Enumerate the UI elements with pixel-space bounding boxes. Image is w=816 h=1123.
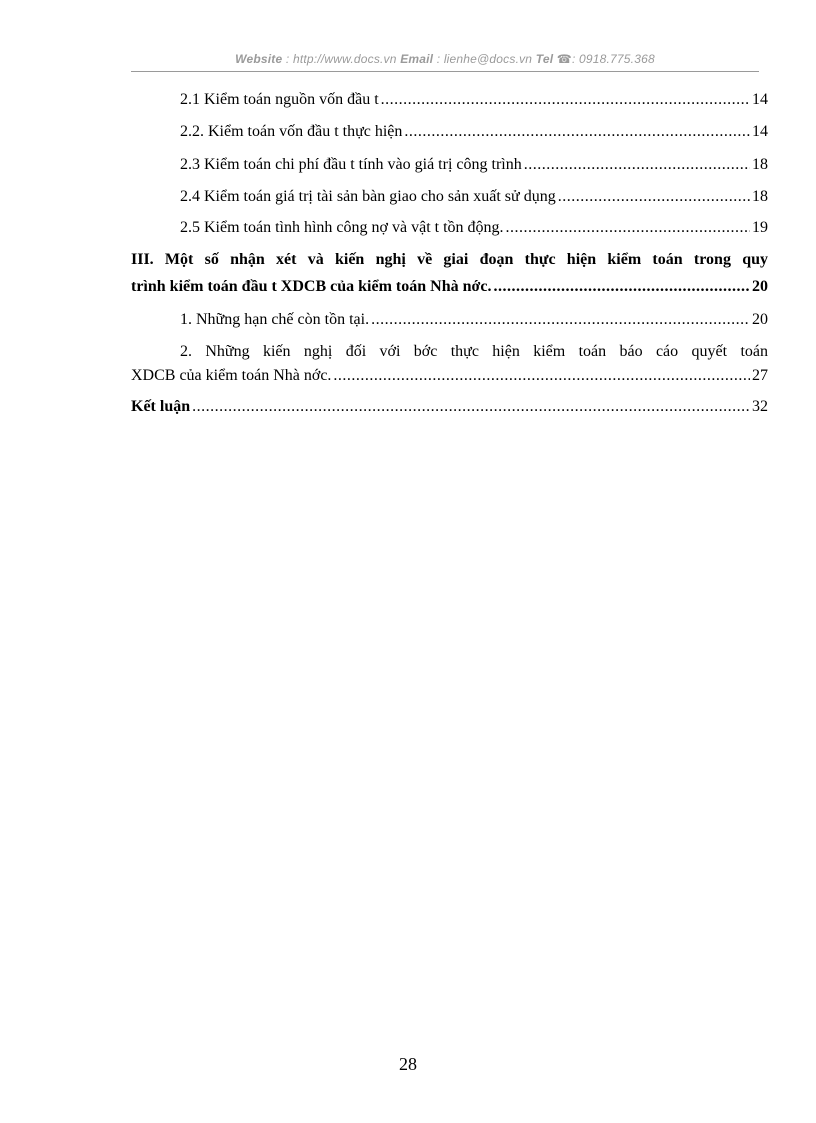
toc-entry-3-2[interactable] [131, 366, 768, 386]
toc-leader-dots [558, 187, 750, 207]
toc-entry-page: 14 [752, 91, 768, 108]
toc-entry-label: 2.2. Kiểm toán vốn đầu t thực hiện [180, 123, 403, 140]
toc-entry-page: 27 [752, 367, 768, 384]
toc-entry-2-2[interactable] [131, 122, 768, 142]
toc-entry-page: 19 [752, 219, 768, 236]
toc-entry-2-4[interactable] [131, 187, 768, 207]
toc-entry-page: 20 [752, 311, 768, 328]
phone-icon: ☎ [556, 52, 572, 66]
tel-number: : 0918.775.368 [571, 52, 655, 66]
toc-section-3[interactable] [131, 277, 768, 297]
toc-entry-2-5[interactable] [131, 218, 768, 238]
email-address[interactable]: lienhe@docs.vn [443, 52, 533, 66]
toc-entry-label: trình kiểm toán đầu t XDCB của kiểm toán Nhà nớc. [131, 278, 492, 295]
toc-entry-label: 1. Những hạn chế còn tồn tại. [180, 311, 370, 328]
toc-entry-page: 32 [752, 398, 768, 415]
toc-entry-2-1[interactable] [131, 90, 768, 110]
header-divider [131, 71, 759, 72]
toc-entry-label: XDCB của kiểm toán Nhà nớc. [131, 367, 332, 384]
toc-entry-2-3[interactable] [131, 155, 768, 175]
toc-section-3-line1[interactable]: III. Một số nhận xét và kiến nghị về giai đoạn thực hiện kiểm toán trong quy [131, 251, 768, 268]
toc-leader-dots [192, 397, 750, 417]
toc-entry-page: 18 [752, 156, 768, 173]
toc-entry-page: 20 [752, 278, 768, 295]
toc-leader-dots [493, 277, 750, 297]
toc-leader-dots [506, 218, 750, 238]
toc-entry-page: 14 [752, 123, 768, 140]
toc-entry-label: Kết luận [131, 398, 191, 415]
toc-leader-dots [371, 310, 750, 330]
toc-entry-3-2-line1[interactable]: 2. Những kiến nghị đối với bớc thực hiện kiểm toán báo cáo quyết toán [180, 343, 768, 360]
tel-label: Tel [535, 52, 554, 66]
toc-leader-dots [381, 90, 750, 110]
email-label: Email [400, 52, 434, 66]
website-label: Website [235, 52, 283, 66]
toc-entry-label: 2.3 Kiểm toán chi phí đầu t tính vào giá trị công trình [180, 156, 522, 173]
toc-leader-dots [524, 155, 750, 175]
toc-leader-dots [333, 366, 750, 386]
toc-entry-label: 2.4 Kiểm toán giá trị tài sản bàn giao cho sản xuất sử dụng [180, 188, 556, 205]
website-url[interactable]: http://www.docs.vn [292, 52, 397, 66]
page-header: Website : http://www.docs.vn Email : lienhe@docs.vn Tel ☎: 0918.775.368 [235, 52, 655, 66]
page-number: 28 [399, 1054, 417, 1074]
toc-entry-page: 18 [752, 188, 768, 205]
toc-conclusion[interactable] [131, 397, 768, 417]
toc-leader-dots [404, 122, 750, 142]
toc-entry-3-1[interactable] [131, 310, 768, 330]
toc-entry-label: 2.1 Kiểm toán nguồn vốn đầu t [180, 91, 379, 108]
toc-entry-label: 2.5 Kiểm toán tình hình công nợ và vật t tồn động. [180, 219, 504, 236]
